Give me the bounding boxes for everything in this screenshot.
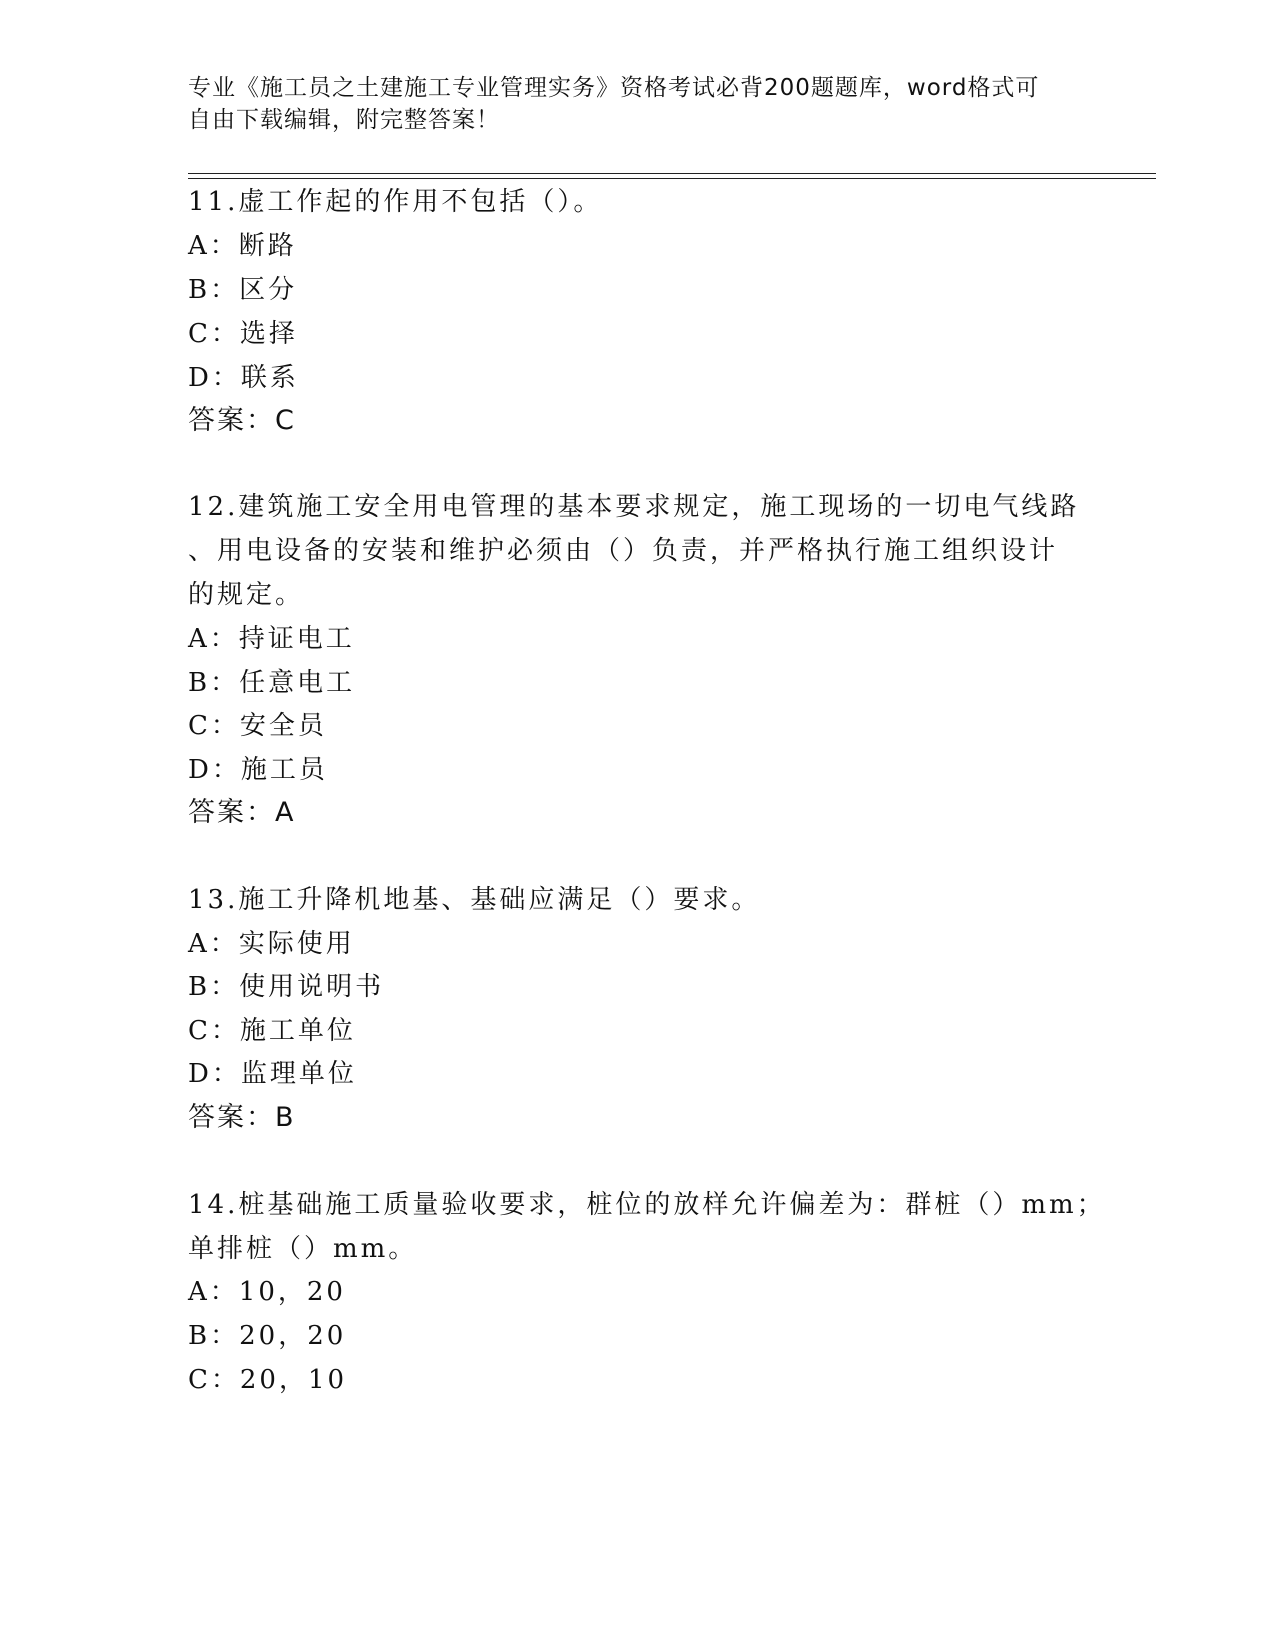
question-12-stem-line-2: 、用电设备的安装和维护必须由（）负责，并严格执行施工组织设计: [188, 536, 1059, 566]
header-divider-top: [188, 173, 1156, 174]
question-11-option-a: A：断路: [188, 231, 297, 261]
question-11-option-b: B：区分: [188, 275, 298, 305]
question-12-option-c: C：安全员: [188, 711, 327, 741]
question-14-option-b: B：20，20: [188, 1321, 347, 1351]
question-12-answer: 答案：A: [188, 797, 296, 828]
question-13-option-a: A：实际使用: [188, 929, 355, 959]
question-11-answer: 答案：C: [188, 405, 296, 436]
question-13-option-d: D：监理单位: [188, 1059, 357, 1089]
question-11-option-d: D：联系: [188, 363, 299, 393]
document-title-line-1: 专业《施工员之土建施工专业管理实务》资格考试必背200题题库，word格式可: [188, 75, 1040, 101]
question-12-option-d: D：施工员: [188, 755, 328, 785]
question-12-option-a: A：持证电工: [188, 624, 355, 654]
question-14-stem-line-1: 14.桩基础施工质量验收要求，桩位的放样允许偏差为：群桩（）mm；: [188, 1190, 1106, 1220]
question-14-option-c: C：20，10: [188, 1365, 348, 1395]
question-14-option-a: A：10，20: [188, 1277, 346, 1307]
question-12-stem-line-3: 的规定。: [188, 580, 305, 610]
question-11-stem: 11.虚工作起的作用不包括（）。: [188, 187, 603, 217]
question-14-stem-line-2: 单排桩（）mm。: [188, 1234, 418, 1264]
question-12-stem-line-1: 12.建筑施工安全用电管理的基本要求规定，施工现场的一切电气线路: [188, 492, 1080, 522]
question-13-answer: 答案：B: [188, 1102, 296, 1133]
document-title-line-2: 自由下载编辑，附完整答案！: [188, 107, 500, 133]
question-13-option-b: B：使用说明书: [188, 972, 385, 1002]
header-divider-bottom: [188, 178, 1156, 179]
question-12-option-b: B：任意电工: [188, 668, 356, 698]
question-11-option-c: C：选择: [188, 319, 298, 349]
question-13-option-c: C：施工单位: [188, 1016, 356, 1046]
question-13-stem: 13.施工升降机地基、基础应满足（）要求。: [188, 885, 761, 915]
